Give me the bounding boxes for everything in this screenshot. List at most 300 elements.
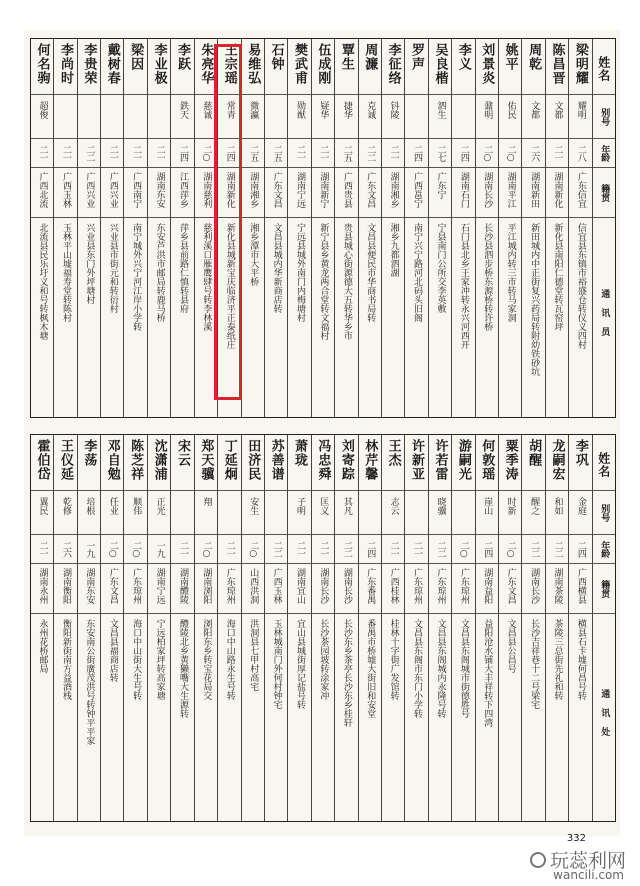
person-column xyxy=(381,39,404,417)
person-address-text: 兴业县市街元和转衍村 xyxy=(107,223,118,313)
person-name-text: 姚平 xyxy=(502,43,518,71)
person-address xyxy=(242,614,264,821)
person-native-text: 广东琼州 xyxy=(131,568,142,604)
person-address-text: 萍乡县前路仁慎转县府 xyxy=(177,223,188,313)
header-alias xyxy=(593,95,615,139)
person-native xyxy=(405,168,427,218)
person-name xyxy=(101,435,123,491)
person-alias xyxy=(288,491,310,535)
person-alias xyxy=(382,95,404,139)
person-alias-text: 正光 xyxy=(154,497,165,515)
header-native-text: 籍贯 xyxy=(599,183,610,202)
person-name-text: 林芹馨 xyxy=(362,439,378,481)
person-alias-text: 时新 xyxy=(505,497,516,515)
person-alias xyxy=(148,491,170,535)
person-age-text: 二一 xyxy=(295,541,306,557)
person-column xyxy=(521,435,544,821)
person-age-text: 二○ xyxy=(201,144,212,162)
person-name xyxy=(569,435,591,491)
person-name xyxy=(218,435,240,491)
person-age-text: 二○ xyxy=(505,144,516,162)
person-native-text: 广西兴业 xyxy=(84,172,95,208)
person-name xyxy=(359,39,381,95)
header-age-text: 年龄 xyxy=(599,145,610,161)
person-alias-text: 耀明 xyxy=(575,101,586,119)
person-name-text: 龙嗣宏 xyxy=(549,439,565,481)
person-age-text: 二四 xyxy=(482,541,493,557)
person-column xyxy=(147,435,170,821)
person-address-text: 长沙茶园坡转涂家冲 xyxy=(318,619,329,700)
person-age-text: 二一 xyxy=(107,145,118,161)
person-alias-text: 金庭 xyxy=(575,497,586,515)
person-native xyxy=(382,564,404,614)
person-address xyxy=(452,614,474,821)
header-address xyxy=(593,614,615,821)
person-column xyxy=(31,39,53,417)
person-name-text: 丁延炯 xyxy=(221,439,237,481)
person-native xyxy=(546,564,568,614)
person-age-text: 二五 xyxy=(341,145,352,161)
person-column xyxy=(311,435,334,821)
person-name xyxy=(382,435,404,491)
header-alias-text: 别号 xyxy=(599,503,610,522)
person-name xyxy=(569,39,591,95)
person-age xyxy=(124,535,146,564)
person-native-text: 湖南长沙 xyxy=(482,172,493,208)
person-address xyxy=(522,614,544,821)
person-address-text: 玉林平山墟福寿堂转陈村 xyxy=(60,223,71,322)
person-native-text: 湖南宁远 xyxy=(295,172,306,208)
person-age xyxy=(265,535,287,564)
person-alias-text: 鉄天 xyxy=(177,101,188,119)
person-name-text: 周濂 xyxy=(362,43,378,71)
person-name xyxy=(31,435,53,491)
person-name-text: 胡醒 xyxy=(526,439,542,467)
person-age xyxy=(288,535,310,564)
person-column xyxy=(170,435,193,821)
person-address xyxy=(54,614,76,821)
person-name xyxy=(522,39,544,95)
person-age-text: 二二 xyxy=(365,145,376,161)
person-name-text: 郑天骥 xyxy=(198,439,214,481)
person-address-text: 衡阳新街南方益酒栈 xyxy=(60,619,71,700)
person-age xyxy=(429,139,451,168)
person-name xyxy=(546,435,568,491)
person-address-text: 湘乡九都泗湖 xyxy=(388,223,399,277)
person-age-text: 二六 xyxy=(529,145,540,161)
person-alias-text: 克诚 xyxy=(365,101,376,119)
person-alias xyxy=(265,95,287,139)
register-page xyxy=(24,30,620,836)
person-age xyxy=(54,139,76,168)
header-column xyxy=(592,39,615,417)
person-name-text: 樊武甫 xyxy=(292,43,308,85)
person-alias xyxy=(312,491,334,535)
person-native xyxy=(218,564,240,614)
person-native xyxy=(452,564,474,614)
person-name xyxy=(78,39,100,95)
person-age xyxy=(522,139,544,168)
person-age-text: 二一 xyxy=(552,145,563,161)
person-age-text: 二二 xyxy=(341,541,352,557)
person-address-text: 文昌县东阁市东门小学转 xyxy=(412,619,423,718)
person-address xyxy=(148,218,170,417)
person-column xyxy=(287,39,310,417)
person-name-text: 粟季涛 xyxy=(502,439,518,481)
person-native-text: 湖南长沙 xyxy=(318,568,329,604)
person-native xyxy=(522,168,544,218)
person-native-text: 广西贵县 xyxy=(341,172,352,208)
person-address xyxy=(101,614,123,821)
person-name-text: 李义 xyxy=(455,43,471,71)
person-alias xyxy=(288,95,310,139)
person-native-text: 湖南醴陵 xyxy=(177,568,188,604)
person-native xyxy=(335,564,357,614)
person-address-text: 海口中山路永生号转 xyxy=(224,619,235,700)
person-alias xyxy=(78,491,100,535)
person-native-text: 湖南长沙 xyxy=(341,568,352,604)
person-alias xyxy=(171,491,193,535)
person-address-text: 新化县南阳仁德堂转瓦窑坪 xyxy=(552,223,563,331)
person-address-text: 玉林城南门外何村钟宅 xyxy=(271,619,282,709)
person-name xyxy=(476,39,498,95)
person-address xyxy=(522,218,544,417)
person-native-text: 广东琼州 xyxy=(435,568,446,604)
person-alias xyxy=(452,95,474,139)
person-age-text: 二四 xyxy=(177,145,188,161)
person-address-text: 新宁县乡黄龙两合堂转文福村 xyxy=(318,223,329,340)
person-age xyxy=(312,139,334,168)
person-address-text: 文昌县福商店转 xyxy=(107,619,118,682)
person-age-text: 二○ xyxy=(458,540,469,558)
person-age-text: 二○ xyxy=(107,540,118,558)
person-age-text: 二一 xyxy=(60,145,71,161)
person-name xyxy=(288,39,310,95)
person-column xyxy=(404,435,427,821)
person-address xyxy=(405,614,427,821)
person-address-text: 兴业县东门外坪塘村 xyxy=(84,223,95,304)
person-address-text: 新化县城新宝庆临济平正泰纸庄 xyxy=(224,223,235,349)
page-number: 332 xyxy=(566,833,586,844)
person-alias xyxy=(359,95,381,139)
person-alias xyxy=(546,95,568,139)
person-column xyxy=(521,39,544,417)
person-name-text: 游嗣光 xyxy=(455,439,471,481)
person-column xyxy=(334,435,357,821)
person-age xyxy=(242,139,264,168)
person-column xyxy=(568,435,591,821)
person-native xyxy=(312,168,334,218)
person-name-text: 李业极 xyxy=(151,43,167,85)
person-age xyxy=(405,139,427,168)
person-alias xyxy=(499,491,521,535)
person-address-text: 文昌县东阁城市街德胜号 xyxy=(458,619,469,718)
person-age-text: 二一 xyxy=(388,145,399,161)
person-column xyxy=(358,39,381,417)
person-alias xyxy=(101,95,123,139)
person-address xyxy=(546,614,568,821)
person-address-text: 慈利溪口雁鹰肆号转李林溪 xyxy=(201,223,212,331)
person-age xyxy=(546,535,568,564)
person-native xyxy=(452,168,474,218)
person-native xyxy=(359,564,381,614)
person-name-text: 陈昌晋 xyxy=(549,43,565,85)
person-age-text: 二○ xyxy=(248,540,259,558)
person-name xyxy=(429,435,451,491)
person-age xyxy=(195,535,217,564)
person-column xyxy=(545,39,568,417)
person-age xyxy=(405,535,427,564)
person-native-text: 湖南浏阳 xyxy=(201,568,212,604)
person-age xyxy=(242,535,264,564)
person-alias-text: 泗生 xyxy=(435,101,446,119)
header-address-text: 通讯员 xyxy=(599,289,610,346)
person-alias xyxy=(265,491,287,535)
person-name-text: 戴树春 xyxy=(104,43,120,85)
person-alias xyxy=(476,491,498,535)
person-age-text: 二四 xyxy=(458,145,469,161)
person-name-text: 李尚时 xyxy=(57,43,73,85)
person-name xyxy=(382,39,404,95)
person-native xyxy=(101,564,123,614)
person-native-text: 广东信宜 xyxy=(575,172,586,208)
person-alias xyxy=(499,95,521,139)
person-age xyxy=(499,139,521,168)
person-alias xyxy=(171,95,193,139)
person-alias-text: 文都 xyxy=(552,101,563,119)
person-native-text: 湖南益阳 xyxy=(482,568,493,604)
person-native-text: 湖南湘乡 xyxy=(248,172,259,208)
person-name-text: 邓自勉 xyxy=(104,439,120,481)
person-address-text: 平江城内转三市转马家洞 xyxy=(505,223,516,322)
person-address-text: 醴陵北乡黄獭嘴大生源转 xyxy=(177,619,188,718)
person-name-text: 王宗瑶 xyxy=(221,43,237,85)
person-native-text: 广西南宁 xyxy=(131,172,142,208)
person-native-text: 湖南长沙 xyxy=(529,568,540,604)
person-native-text: 湖南平江 xyxy=(505,172,516,208)
person-native-text: 广西邕宁 xyxy=(412,172,423,208)
person-column xyxy=(451,39,474,417)
person-name xyxy=(359,435,381,491)
person-age-text: 二一 xyxy=(37,541,48,557)
header-name-text: 姓名 xyxy=(596,451,611,478)
person-name-text: 伍成刚 xyxy=(315,43,331,85)
person-column xyxy=(475,435,498,821)
person-alias xyxy=(312,95,334,139)
person-name xyxy=(335,39,357,95)
person-name xyxy=(452,435,474,491)
person-age xyxy=(288,139,310,168)
person-address-text: 宜山县城街厚记盐号转 xyxy=(295,619,306,709)
person-alias xyxy=(546,491,568,535)
person-column xyxy=(53,39,76,417)
person-age xyxy=(476,139,498,168)
person-address xyxy=(148,614,170,821)
person-column xyxy=(264,435,287,821)
person-name xyxy=(101,39,123,95)
person-name-text: 易维弘 xyxy=(245,43,261,85)
person-address-text: 东安南公街廣茂洪号转钟平平家 xyxy=(84,619,95,745)
person-address-text: 文昌县公昌号 xyxy=(505,619,516,673)
person-age-text: 二一 xyxy=(318,145,329,161)
person-name xyxy=(522,435,544,491)
person-alias-text: 微瀛 xyxy=(248,101,259,119)
person-address xyxy=(569,614,591,821)
person-age-text: 二五 xyxy=(271,145,282,161)
person-alias-text: 钭陵 xyxy=(388,101,399,119)
person-address xyxy=(546,218,568,417)
person-native xyxy=(78,564,100,614)
person-address-text: 文昌县城内华新商店转 xyxy=(271,223,282,313)
person-name xyxy=(499,435,521,491)
person-alias-text: 佑民 xyxy=(505,101,516,119)
person-column xyxy=(358,435,381,821)
header-alias-text: 别号 xyxy=(599,107,610,126)
person-alias-text: 乾修 xyxy=(60,497,71,515)
person-name xyxy=(242,435,264,491)
person-age-text: 二○ xyxy=(505,540,516,558)
person-age xyxy=(101,139,123,168)
person-address-text: 茶陵三总街先礼和转 xyxy=(552,619,563,700)
person-age-text: 二一 xyxy=(412,541,423,557)
person-column xyxy=(264,39,287,417)
header-age xyxy=(593,139,615,168)
person-name xyxy=(54,39,76,95)
person-column xyxy=(31,435,53,821)
person-name-text: 李跃 xyxy=(174,43,190,71)
person-column xyxy=(545,435,568,821)
person-name xyxy=(54,435,76,491)
person-address-text: 宁县南门公所交李英敷 xyxy=(435,223,446,313)
person-name-text: 李巩 xyxy=(572,439,588,467)
person-name-text: 何敦瑶 xyxy=(479,439,495,481)
person-name xyxy=(335,435,357,491)
person-native-text: 湖南新化 xyxy=(224,172,235,208)
person-alias-text: 和如 xyxy=(552,497,563,515)
person-native xyxy=(429,168,451,218)
highlight-box xyxy=(214,44,242,400)
header-address-text: 通讯处 xyxy=(599,689,610,746)
person-address xyxy=(359,614,381,821)
person-age xyxy=(452,535,474,564)
person-native xyxy=(148,168,170,218)
roster-table-top xyxy=(30,38,616,418)
person-address xyxy=(335,614,357,821)
person-age-text: 二四 xyxy=(575,541,586,557)
person-alias-text: 慈诚 xyxy=(201,101,212,119)
person-native xyxy=(476,564,498,614)
person-native xyxy=(499,564,521,614)
person-alias xyxy=(31,491,53,535)
watermark-url: wancili.com xyxy=(553,868,624,882)
person-native xyxy=(195,564,217,614)
person-age xyxy=(429,535,451,564)
person-alias xyxy=(31,95,53,139)
person-age xyxy=(31,139,53,168)
person-address-text: 海口中山街大生号转 xyxy=(131,619,142,700)
person-address-text: 益阳沧水铺大丰祥转下四湾 xyxy=(482,619,493,727)
person-native xyxy=(124,564,146,614)
person-name xyxy=(148,435,170,491)
person-column xyxy=(568,39,591,417)
person-native xyxy=(429,564,451,614)
person-address xyxy=(101,218,123,417)
person-native xyxy=(522,564,544,614)
person-column xyxy=(77,39,100,417)
person-alias xyxy=(405,491,427,535)
person-address xyxy=(499,614,521,821)
person-age-text: 二四 xyxy=(365,541,376,557)
person-age xyxy=(148,535,170,564)
person-name xyxy=(148,39,170,95)
person-native-text: 湖南东安 xyxy=(84,568,95,604)
person-name xyxy=(171,39,193,95)
person-address xyxy=(218,614,240,821)
person-name-text: 宋云 xyxy=(174,439,190,467)
person-address xyxy=(265,218,287,417)
person-address-text: 番禺市桥墟大街旧和安堂 xyxy=(365,619,376,718)
person-name-text: 王仪延 xyxy=(57,439,73,481)
person-name-text: 梁因 xyxy=(128,43,144,71)
person-age xyxy=(335,139,357,168)
person-native-text: 广东琼州 xyxy=(458,568,469,604)
person-age-text: 二八 xyxy=(575,145,586,161)
person-name-text: 苏善谱 xyxy=(268,439,284,481)
person-alias-text: 常青 xyxy=(224,101,235,119)
person-alias-text: 鼐明 xyxy=(482,101,493,119)
person-native-text: 广东文昌 xyxy=(107,568,118,604)
person-alias xyxy=(242,491,264,535)
person-column xyxy=(334,39,357,417)
person-alias-text: 醒之 xyxy=(529,497,540,515)
person-age xyxy=(382,139,404,168)
person-column xyxy=(451,435,474,821)
person-age xyxy=(359,139,381,168)
header-address xyxy=(593,218,615,417)
person-age-text: 二一 xyxy=(224,541,235,557)
person-name xyxy=(312,435,334,491)
person-alias-text: 晓骥 xyxy=(435,497,446,515)
person-name xyxy=(124,435,146,491)
person-native-text: 江西萍乡 xyxy=(177,172,188,208)
person-name-text: 沈潇浦 xyxy=(151,439,167,481)
person-address xyxy=(78,218,100,417)
person-age xyxy=(499,535,521,564)
person-alias-text: 培根 xyxy=(84,497,95,515)
person-age-text: 二一 xyxy=(318,541,329,557)
person-address xyxy=(78,614,100,821)
person-age xyxy=(569,535,591,564)
person-name-text: 罗声 xyxy=(409,43,425,71)
person-alias-text: 安生 xyxy=(248,497,259,515)
person-address-text: 东安芦洪市邮局转鹿马桥 xyxy=(154,223,165,322)
person-address-text: 文昌县东阁城内永隆号转 xyxy=(435,619,446,718)
person-column xyxy=(428,435,451,821)
person-native xyxy=(171,168,193,218)
person-column xyxy=(123,39,146,417)
person-address xyxy=(31,614,53,821)
header-name xyxy=(593,435,615,491)
person-column xyxy=(217,435,240,821)
person-age xyxy=(124,139,146,168)
person-native xyxy=(499,168,521,218)
person-age-text: 二○ xyxy=(482,144,493,162)
person-column xyxy=(381,435,404,821)
person-column xyxy=(147,39,170,417)
person-native-text: 广西兴业 xyxy=(107,172,118,208)
person-address xyxy=(359,218,381,417)
person-native xyxy=(54,168,76,218)
